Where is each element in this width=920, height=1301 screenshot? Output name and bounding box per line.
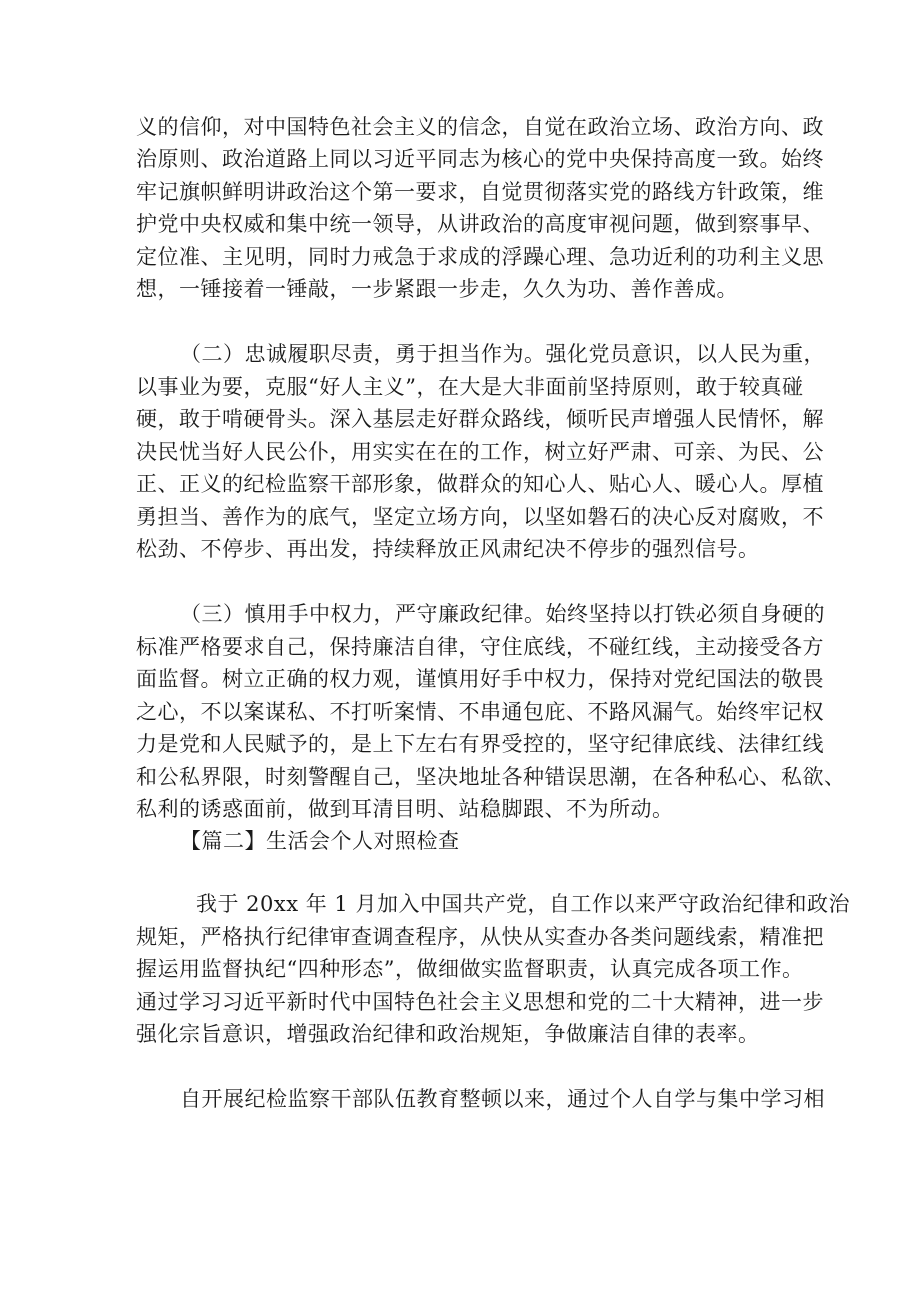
paragraph-line: 以事业为要，克服“好人主义”，在大是大非面前坚持原则，敢于较真碰 [136,375,804,399]
paragraph-line: 标准严格要求自己，保持廉洁自律，守住底线，不碰红线，主动接受各方 [136,635,824,659]
paragraph-line: 我于 20xx 年 1 月加入中国共产党，自工作以来严守政治纪律和政治 [196,892,850,916]
paragraph-line: 正、正义的纪检监察干部形象，做群众的知心人、贴心人、暖心人。厚植 [136,472,824,496]
paragraph-line: 规矩，严格执行纪律审查调查程序，从快从实查办各类问题线索，精准把 [136,925,824,949]
section-heading: 【篇二】生活会个人对照检查 [180,829,460,853]
paragraph-line: 护党中央权威和集中统一领导，从讲政治的高度审视问题，做到察事早、 [136,212,824,236]
paragraph-line: （二）忠诚履职尽责，勇于担当作为。强化党员意识，以人民为重， [180,342,825,366]
paragraph-line: 定位准、主见明，同时力戒急于求成的浮躁心理、急功近利的功利主义思 [136,245,824,269]
paragraph-line: 想，一锤接着一锤敲，一步紧跟一步走，久久为功、善作善成。 [136,277,738,301]
paragraph-line: 通过学习习近平新时代中国特色社会主义思想和党的二十大精神，进一步 [136,990,824,1014]
paragraph-line: 决民忧当好人民公仆，用实实在在的工作，树立好严肃、可亲、为民、公 [136,440,824,464]
paragraph-line: 私利的诱惑面前，做到耳清目明、站稳脚跟、不为所动。 [136,797,674,821]
paragraph-line: 自开展纪检监察干部队伍教育整顿以来，通过个人自学与集中学习相 [180,1087,825,1111]
paragraph-line: （三）慎用手中权力，严守廉政纪律。始终坚持以打铁必须自身硬的 [180,602,825,626]
paragraph-line: 松劲、不停步、再出发，持续释放正风肃纪决不停步的强烈信号。 [136,537,760,561]
paragraph-line: 握运用监督执纪“四种形态”，做细做实监督职责，认真完成各项工作。 [136,957,804,981]
paragraph-line: 力是党和人民赋予的，是上下左右有界受控的，坚守纪律底线、法律红线 [136,732,824,756]
paragraph-line: 治原则、政治道路上同以习近平同志为核心的党中央保持高度一致。始终 [136,147,824,171]
paragraph-line: 和公私界限，时刻警醒自己，坚决地址各种错误思潮，在各种私心、私欲、 [136,765,846,789]
paragraph-line: 之心，不以案谋私、不打听案情、不串通包庇、不路风漏气。始终牢记权 [136,700,824,724]
paragraph-line: 牢记旗帜鲜明讲政治这个第一要求，自觉贯彻落实党的路线方针政策，维 [136,180,824,204]
paragraph-line: 义的信仰，对中国特色社会主义的信念，自觉在政治立场、政治方向、政 [136,115,824,139]
paragraph-line: 硬，敢于啃硬骨头。深入基层走好群众路线，倾听民声增强人民情怀，解 [136,407,824,431]
paragraph-line: 面监督。树立正确的权力观，谨慎用好手中权力，保持对党纪国法的敬畏 [136,667,824,691]
paragraph-line: 强化宗旨意识，增强政治纪律和政治规矩，争做廉洁自律的表率。 [136,1022,760,1046]
paragraph-line: 勇担当、善作为的底气，坚定立场方向，以坚如磐石的决心反对腐败，不 [136,505,824,529]
